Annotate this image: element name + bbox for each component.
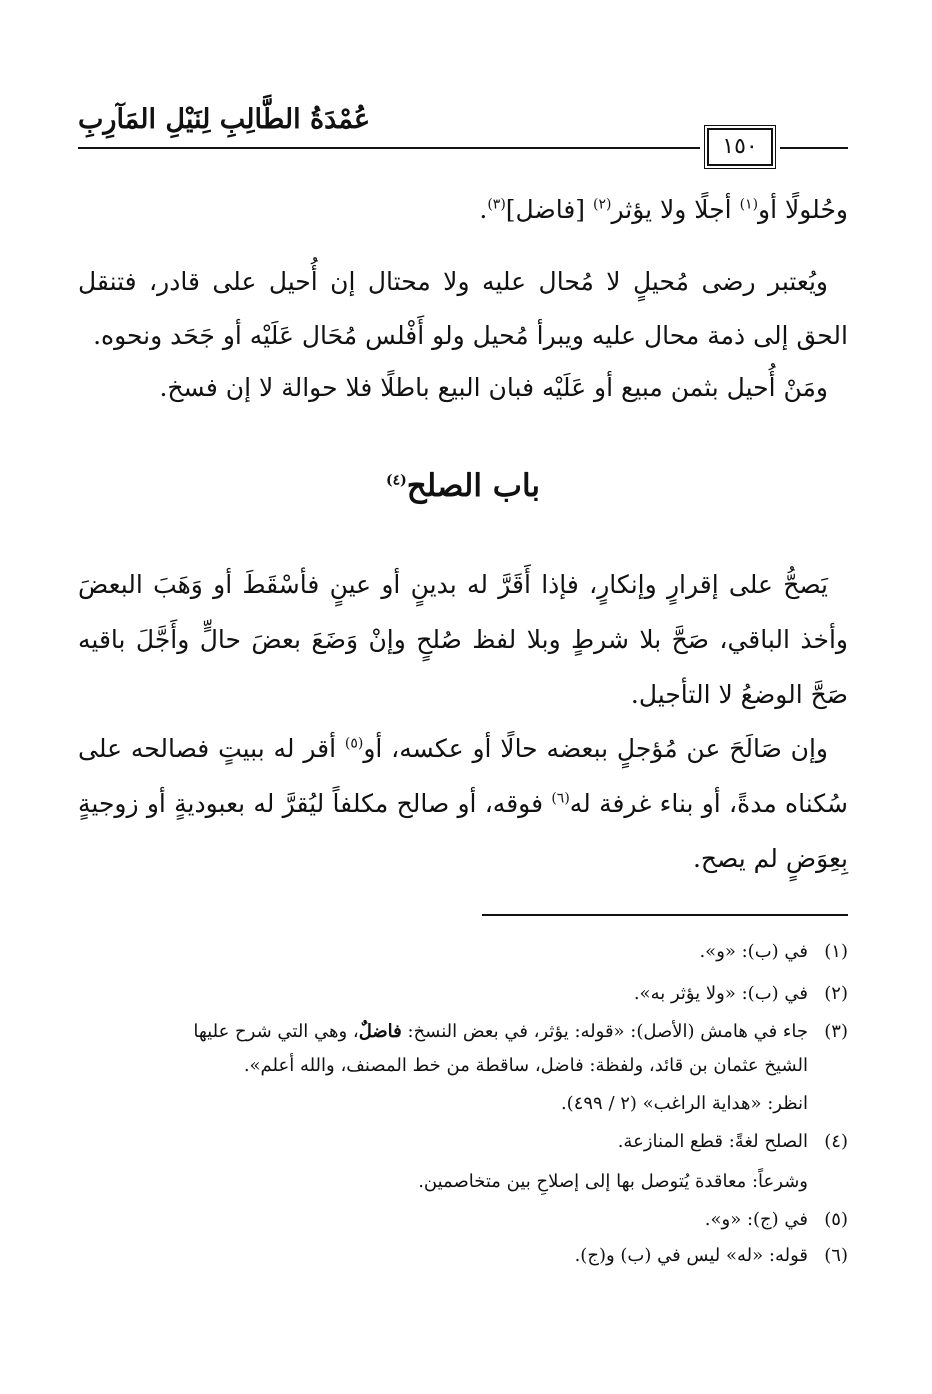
- footnote-text: الصلح لغةً: قطع المنازعة.: [617, 1131, 808, 1152]
- text-run: أجلًا ولا يؤثر: [611, 195, 740, 224]
- paragraph-3: ومَنْ أُحيل بثمن مبيع أو عَلَيْه فبان البيع باطلًا فلا حوالة لا إن فسخ.: [159, 373, 828, 402]
- paragraph-5: [78, 721, 848, 886]
- header-rule-left: [78, 147, 700, 149]
- header-rule-right: [780, 147, 848, 149]
- footnote-ref-6: (٦): [551, 790, 570, 807]
- paragraph-1: [78, 184, 848, 236]
- footnote-text: جاء في هامش (الأصل): «قوله: يؤثر، في بعض النسخ:: [401, 1021, 808, 1042]
- footnote-text: في (ب): «و».: [699, 941, 808, 962]
- footnote-text: في (ج): «و».: [704, 1209, 808, 1230]
- text-run: أقر له ببيتٍ فصالحه على سُكناه مدةً، أو بناء غرفة له: [78, 734, 849, 818]
- footnote-ref-1: (١): [739, 196, 759, 213]
- footnote-text: ، وهي التي شرح عليها: [193, 1021, 359, 1042]
- footnote-3-line-3: انظر: «هداية الراغب» (٢ / ٤٩٩).: [560, 1093, 808, 1114]
- footnote-number: (٥): [824, 1209, 848, 1230]
- footnote-ref-3: (٣): [487, 196, 506, 213]
- text-run: [فاضل]: [505, 195, 593, 224]
- page-number: ١٥٠: [707, 128, 773, 166]
- footnote-6: [78, 1244, 848, 1268]
- text-run: وإن صَالَحَ عن مُؤجلٍ ببعضه حالًا أو عكسه، أو: [363, 734, 828, 763]
- footnote-text: في (ب): «ولا يؤثر به».: [633, 983, 808, 1004]
- paragraph-2: ويُعتبر رضى مُحيلٍ لا مُحال عليه ولا محتال إن أُحيل على قادر، فتنقل الحق إلى ذمة محال عليه ويبرأ مُحيل ولو أَفْلس مُحَال عَلَيْه أو جَحَد ونحوه.: [78, 267, 848, 350]
- footnote-1: [78, 940, 848, 964]
- footnote-ref-4: (٤): [385, 472, 407, 489]
- footnote-3: [78, 1020, 848, 1044]
- footnote-number: (٦): [824, 1245, 848, 1266]
- footnote-ref-5: (٥): [344, 735, 364, 752]
- footnote-4-line-2: وشرعاً: معاقدة يُتوصل بها إلى إصلاحِ بين متخاصمين.: [418, 1171, 808, 1192]
- footnote-number: (٢): [824, 983, 848, 1004]
- footnote-ref-2: (٢): [592, 196, 612, 213]
- running-header-title: عُمْدَةُ الطَّالِبِ لِنَيْلِ المَآرِبِ: [78, 104, 371, 135]
- footnote-text: قوله: «له» ليس في (ب) و(ج).: [574, 1245, 808, 1266]
- text-run: .: [479, 195, 488, 224]
- section-heading: [78, 468, 848, 504]
- text-run: وحُلولًا أو: [758, 195, 848, 224]
- text-run: فوقه، أو صالح مكلفاً ليُقرَّ له بعبوديةٍ أو زوجيةٍ بِعِوَضٍ لم يصح.: [78, 789, 848, 873]
- paragraph-4: يَصحُّ على إقرارٍ وإنكارٍ، فإذا أَقَرَّ له بدينٍ أو عينٍ فأسْقَطَ أو وَهَبَ البعضَ وأخذ الباقي، صَحَّ بلا شرطٍ وبلا لفظ صُلحٍ وإنْ وَضَعَ بعضَ حالٍّ وأَجَّلَ باقيه صَحَّ الوضعُ لا التأجيل.: [78, 570, 848, 709]
- footnote-bold-term: فاضلٌ: [358, 1021, 402, 1042]
- footnote-number: (٤): [824, 1131, 848, 1152]
- footnote-4: [78, 1130, 848, 1154]
- footnote-separator: [482, 914, 848, 916]
- footnote-number: (١): [824, 941, 848, 962]
- footnote-5: [78, 1208, 848, 1232]
- heading-text: باب الصلح: [406, 468, 541, 504]
- footnote-2: [78, 982, 848, 1006]
- footnote-3-line-2: الشيخ عثمان بن قائد، ولفظة: فاضل، ساقطة من خط المصنف، والله أعلم».: [243, 1055, 808, 1076]
- footnote-number: (٣): [824, 1021, 848, 1042]
